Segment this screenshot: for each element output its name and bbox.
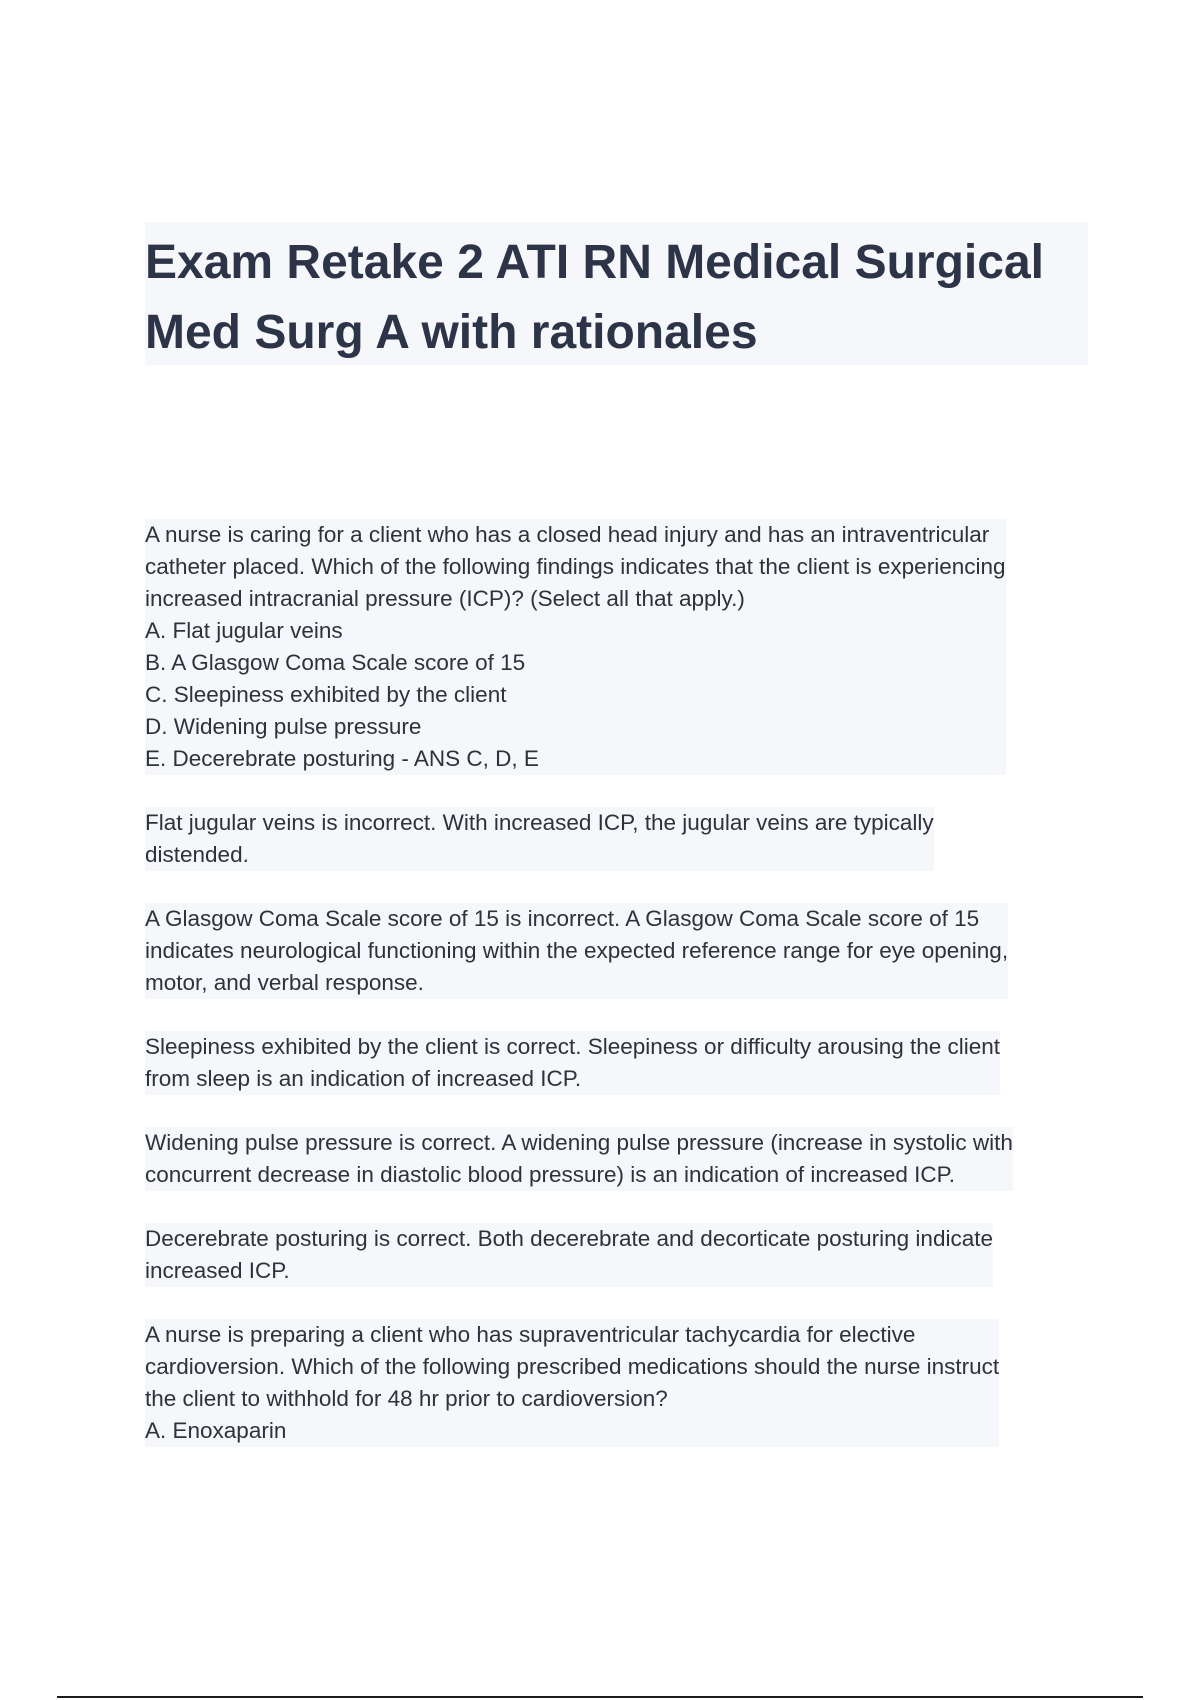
rationale-line: Flat jugular veins is incorrect. With increased ICP, the jugular veins are typically	[145, 810, 934, 835]
rationale-glasgow-coma-scale	[145, 903, 1008, 999]
question-2-stem-line: cardioversion. Which of the following prescribed medications should the nurse instruct	[145, 1354, 1000, 1379]
rationale-line: A Glasgow Coma Scale score of 15 is incorrect. A Glasgow Coma Scale score of 15	[145, 906, 980, 931]
rationale-line: motor, and verbal response.	[145, 970, 424, 995]
question-2	[145, 1319, 999, 1447]
rationale-line: from sleep is an indication of increased ICP.	[145, 1066, 582, 1091]
question-1-option-e-answer: E. Decerebrate posturing - ANS C, D, E	[145, 746, 539, 771]
question-1-option-b: B. A Glasgow Coma Scale score of 15	[145, 650, 526, 675]
question-1	[145, 519, 1006, 775]
rationale-line: indicates neurological functioning within the expected reference range for eye opening,	[145, 938, 1009, 963]
question-1-option-a: A. Flat jugular veins	[145, 618, 343, 643]
page-footer-rule	[57, 1696, 1143, 1698]
title-line-2: Med Surg A with rationales	[145, 306, 758, 359]
rationale-sleepiness	[145, 1031, 1000, 1095]
question-2-option-a: A. Enoxaparin	[145, 1418, 287, 1443]
title-line-1: Exam Retake 2 ATI RN Medical Surgical	[145, 236, 1044, 289]
rationale-decerebrate-posturing	[145, 1223, 993, 1287]
rationale-widening-pulse-pressure	[145, 1127, 1013, 1191]
rationale-flat-jugular-veins	[145, 807, 934, 871]
question-1-stem-line: A nurse is caring for a client who has a closed head injury and has an intraventricular	[145, 522, 990, 547]
document-title	[145, 222, 1088, 365]
question-2-stem-line: the client to withhold for 48 hr prior to cardioversion?	[145, 1386, 668, 1411]
question-1-stem-line: catheter placed. Which of the following findings indicates that the client is experiencing	[145, 554, 1006, 579]
question-1-option-c: C. Sleepiness exhibited by the client	[145, 682, 507, 707]
question-1-stem-line: increased intracranial pressure (ICP)? (Select all that apply.)	[145, 586, 745, 611]
rationale-line: concurrent decrease in diastolic blood pressure) is an indication of increased ICP.	[145, 1162, 956, 1187]
rationale-line: Widening pulse pressure is correct. A widening pulse pressure (increase in systolic with	[145, 1130, 1013, 1155]
rationale-line: Sleepiness exhibited by the client is correct. Sleepiness or difficulty arousing the client	[145, 1034, 1001, 1059]
question-2-stem-line: A nurse is preparing a client who has supraventricular tachycardia for elective	[145, 1322, 916, 1347]
question-1-option-d: D. Widening pulse pressure	[145, 714, 422, 739]
document-body	[145, 519, 1095, 1479]
rationale-line: distended.	[145, 842, 249, 867]
rationale-line: Decerebrate posturing is correct. Both decerebrate and decorticate posturing indicate	[145, 1226, 993, 1251]
rationale-line: increased ICP.	[145, 1258, 290, 1283]
